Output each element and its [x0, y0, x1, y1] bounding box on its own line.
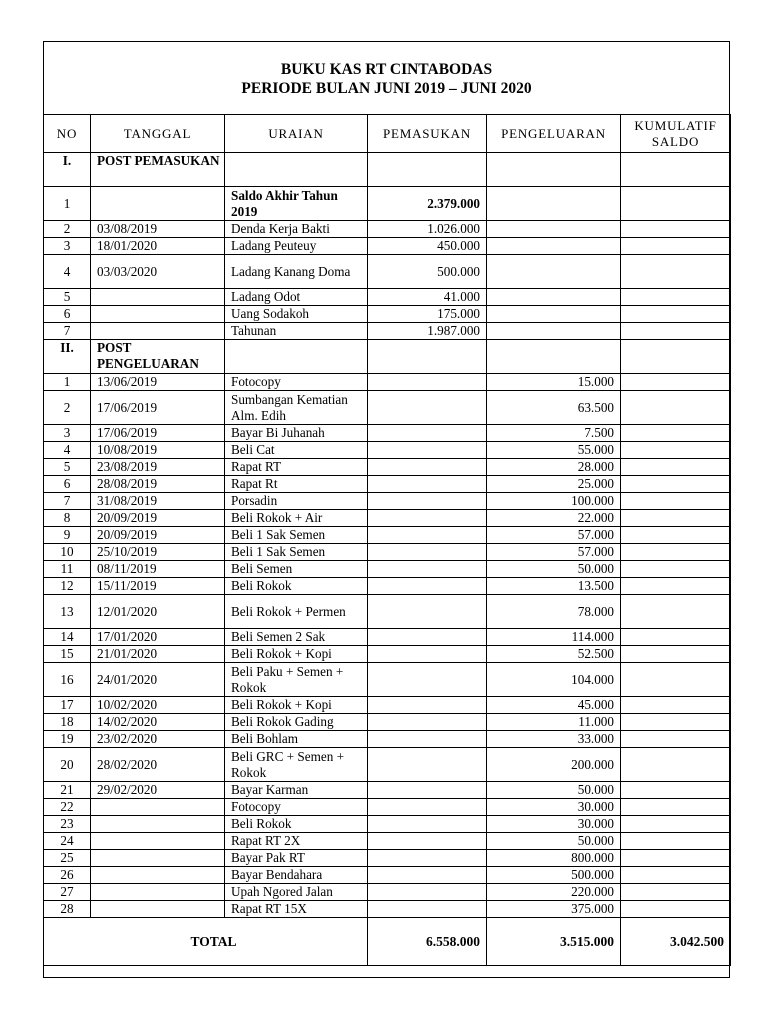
row-number: 4 — [44, 442, 91, 459]
table-row — [44, 255, 731, 289]
row-pemasukan — [368, 646, 487, 663]
row-uraian: Beli Cat — [225, 442, 368, 459]
row-kumulatif-saldo — [621, 714, 731, 731]
row-pemasukan — [368, 391, 487, 425]
row-pengeluaran: 57.000 — [487, 527, 621, 544]
table-row — [44, 306, 731, 323]
row-uraian: Beli Paku + Semen + Rokok — [225, 663, 368, 697]
row-number: 3 — [44, 238, 91, 255]
row-pengeluaran: 7.500 — [487, 425, 621, 442]
row-pengeluaran: 800.000 — [487, 850, 621, 867]
table-row — [44, 289, 731, 306]
section-header-row — [44, 153, 731, 187]
row-number: 10 — [44, 544, 91, 561]
section-pemasukan-empty — [368, 153, 487, 187]
row-pemasukan — [368, 493, 487, 510]
row-pemasukan: 500.000 — [368, 255, 487, 289]
row-pengeluaran: 13.500 — [487, 578, 621, 595]
row-kumulatif-saldo — [621, 901, 731, 918]
row-tanggal: 14/02/2020 — [91, 714, 225, 731]
row-uraian: Beli 1 Sak Semen — [225, 527, 368, 544]
row-pengeluaran: 78.000 — [487, 595, 621, 629]
row-pengeluaran: 25.000 — [487, 476, 621, 493]
row-uraian: Tahunan — [225, 323, 368, 340]
row-tanggal: 03/03/2020 — [91, 255, 225, 289]
row-pemasukan — [368, 510, 487, 527]
row-kumulatif-saldo — [621, 544, 731, 561]
row-pengeluaran: 200.000 — [487, 748, 621, 782]
row-pemasukan — [368, 476, 487, 493]
row-pemasukan — [368, 459, 487, 476]
table-row — [44, 578, 731, 595]
row-kumulatif-saldo — [621, 527, 731, 544]
row-kumulatif-saldo — [621, 595, 731, 629]
row-uraian: Bayar Pak RT — [225, 850, 368, 867]
row-pemasukan: 1.987.000 — [368, 323, 487, 340]
row-tanggal — [91, 187, 225, 221]
header-tanggal: TANGGAL — [91, 115, 225, 153]
row-pengeluaran: 104.000 — [487, 663, 621, 697]
row-kumulatif-saldo — [621, 782, 731, 799]
section-saldo-empty — [621, 153, 731, 187]
section-uraian-empty — [225, 340, 368, 374]
row-pengeluaran: 52.500 — [487, 646, 621, 663]
row-pemasukan — [368, 731, 487, 748]
row-pemasukan — [368, 714, 487, 731]
document-title — [44, 42, 729, 114]
row-number: 23 — [44, 816, 91, 833]
header-no: NO — [44, 115, 91, 153]
row-number: 7 — [44, 493, 91, 510]
row-uraian: Beli Rokok Gading — [225, 714, 368, 731]
title-line-1: BUKU KAS RT CINTABODAS — [280, 61, 493, 78]
row-uraian: Bayar Karman — [225, 782, 368, 799]
row-tanggal: 12/01/2020 — [91, 595, 225, 629]
row-tanggal: 24/01/2020 — [91, 663, 225, 697]
row-pengeluaran — [487, 323, 621, 340]
row-kumulatif-saldo — [621, 884, 731, 901]
row-tanggal — [91, 884, 225, 901]
table-row — [44, 799, 731, 816]
row-number: 16 — [44, 663, 91, 697]
row-pemasukan — [368, 374, 487, 391]
table-row — [44, 493, 731, 510]
row-tanggal: 23/02/2020 — [91, 731, 225, 748]
row-tanggal — [91, 306, 225, 323]
row-uraian: Rapat RT — [225, 459, 368, 476]
row-uraian: Beli 1 Sak Semen — [225, 544, 368, 561]
section-pemasukan-empty — [368, 340, 487, 374]
row-tanggal: 31/08/2019 — [91, 493, 225, 510]
row-tanggal — [91, 867, 225, 884]
row-number: 6 — [44, 476, 91, 493]
row-number: 3 — [44, 425, 91, 442]
row-number: 22 — [44, 799, 91, 816]
row-number: 20 — [44, 748, 91, 782]
row-tanggal: 17/06/2019 — [91, 425, 225, 442]
row-number: 7 — [44, 323, 91, 340]
row-number: 28 — [44, 901, 91, 918]
row-number: 1 — [44, 187, 91, 221]
row-uraian: Beli Rokok + Kopi — [225, 697, 368, 714]
row-number: 17 — [44, 697, 91, 714]
table-row — [44, 323, 731, 340]
cash-ledger-table — [43, 114, 731, 966]
row-pengeluaran: 28.000 — [487, 459, 621, 476]
row-pengeluaran: 45.000 — [487, 697, 621, 714]
table-row — [44, 782, 731, 799]
row-number: 4 — [44, 255, 91, 289]
row-pengeluaran: 30.000 — [487, 799, 621, 816]
row-tanggal: 20/09/2019 — [91, 510, 225, 527]
row-kumulatif-saldo — [621, 748, 731, 782]
row-kumulatif-saldo — [621, 663, 731, 697]
row-uraian: Bayar Bi Juhanah — [225, 425, 368, 442]
table-row — [44, 833, 731, 850]
row-tanggal — [91, 323, 225, 340]
row-pemasukan — [368, 901, 487, 918]
table-row — [44, 391, 731, 425]
table-row — [44, 425, 731, 442]
row-tanggal — [91, 850, 225, 867]
row-uraian: Porsadin — [225, 493, 368, 510]
row-pengeluaran: 375.000 — [487, 901, 621, 918]
row-pengeluaran — [487, 187, 621, 221]
table-row — [44, 663, 731, 697]
row-tanggal: 28/02/2020 — [91, 748, 225, 782]
row-pemasukan — [368, 884, 487, 901]
table-row — [44, 544, 731, 561]
row-pemasukan — [368, 748, 487, 782]
total-label: TOTAL — [44, 918, 368, 966]
row-pemasukan: 175.000 — [368, 306, 487, 323]
row-pemasukan: 450.000 — [368, 238, 487, 255]
row-uraian: Beli Rokok — [225, 578, 368, 595]
section-pengeluaran-empty — [487, 340, 621, 374]
row-pengeluaran: 63.500 — [487, 391, 621, 425]
row-tanggal: 20/09/2019 — [91, 527, 225, 544]
row-number: 19 — [44, 731, 91, 748]
row-pemasukan: 1.026.000 — [368, 221, 487, 238]
table-row — [44, 442, 731, 459]
row-uraian: Upah Ngored Jalan — [225, 884, 368, 901]
row-pemasukan: 41.000 — [368, 289, 487, 306]
row-uraian: Rapat RT 2X — [225, 833, 368, 850]
row-pengeluaran: 500.000 — [487, 867, 621, 884]
row-tanggal — [91, 833, 225, 850]
table-row — [44, 629, 731, 646]
row-pemasukan — [368, 697, 487, 714]
row-kumulatif-saldo — [621, 187, 731, 221]
row-uraian: Ladang Peuteuy — [225, 238, 368, 255]
row-number: 6 — [44, 306, 91, 323]
table-row — [44, 595, 731, 629]
row-pemasukan — [368, 850, 487, 867]
row-uraian: Rapat RT 15X — [225, 901, 368, 918]
row-uraian: Beli Semen 2 Sak — [225, 629, 368, 646]
row-pemasukan — [368, 833, 487, 850]
row-number: 21 — [44, 782, 91, 799]
header-pengeluaran: PENGELUARAN — [487, 115, 621, 153]
row-tanggal: 10/08/2019 — [91, 442, 225, 459]
row-pengeluaran — [487, 238, 621, 255]
total-pemasukan: 6.558.000 — [368, 918, 487, 966]
total-pengeluaran: 3.515.000 — [487, 918, 621, 966]
table-row — [44, 374, 731, 391]
section-label: POST PENGELUARAN — [91, 340, 225, 374]
row-pengeluaran — [487, 221, 621, 238]
row-kumulatif-saldo — [621, 510, 731, 527]
row-number: 2 — [44, 221, 91, 238]
row-number: 11 — [44, 561, 91, 578]
row-tanggal: 15/11/2019 — [91, 578, 225, 595]
row-uraian: Beli GRC + Semen + Rokok — [225, 748, 368, 782]
row-pemasukan — [368, 663, 487, 697]
row-kumulatif-saldo — [621, 374, 731, 391]
row-kumulatif-saldo — [621, 289, 731, 306]
section-saldo-empty — [621, 340, 731, 374]
row-number: 18 — [44, 714, 91, 731]
row-number: 25 — [44, 850, 91, 867]
row-number: 12 — [44, 578, 91, 595]
row-pengeluaran: 57.000 — [487, 544, 621, 561]
row-pengeluaran: 50.000 — [487, 561, 621, 578]
row-pengeluaran: 114.000 — [487, 629, 621, 646]
table-row — [44, 187, 731, 221]
row-kumulatif-saldo — [621, 833, 731, 850]
row-number: 8 — [44, 510, 91, 527]
row-kumulatif-saldo — [621, 646, 731, 663]
row-tanggal — [91, 901, 225, 918]
row-kumulatif-saldo — [621, 578, 731, 595]
row-kumulatif-saldo — [621, 629, 731, 646]
row-pemasukan — [368, 782, 487, 799]
row-pemasukan — [368, 629, 487, 646]
row-tanggal — [91, 799, 225, 816]
row-number: 27 — [44, 884, 91, 901]
section-label: POST PEMASUKAN — [91, 153, 225, 187]
row-uraian: Beli Semen — [225, 561, 368, 578]
row-kumulatif-saldo — [621, 816, 731, 833]
row-kumulatif-saldo — [621, 561, 731, 578]
header-row — [44, 115, 731, 153]
table-row — [44, 884, 731, 901]
row-number: 14 — [44, 629, 91, 646]
row-uraian: Uang Sodakoh — [225, 306, 368, 323]
row-number: 24 — [44, 833, 91, 850]
row-kumulatif-saldo — [621, 442, 731, 459]
row-number: 26 — [44, 867, 91, 884]
row-tanggal: 18/01/2020 — [91, 238, 225, 255]
row-uraian: Beli Rokok + Air — [225, 510, 368, 527]
row-tanggal: 17/01/2020 — [91, 629, 225, 646]
row-tanggal: 03/08/2019 — [91, 221, 225, 238]
section-pengeluaran-empty — [487, 153, 621, 187]
table-row — [44, 646, 731, 663]
row-uraian: Ladang Kanang Doma — [225, 255, 368, 289]
table-row — [44, 867, 731, 884]
row-kumulatif-saldo — [621, 731, 731, 748]
table-row — [44, 459, 731, 476]
row-pengeluaran: 15.000 — [487, 374, 621, 391]
row-pemasukan — [368, 425, 487, 442]
title-line-2: PERIODE BULAN JUNI 2019 – JUNI 2020 — [241, 80, 532, 97]
row-pemasukan — [368, 816, 487, 833]
row-pengeluaran: 33.000 — [487, 731, 621, 748]
row-uraian: Sumbangan Kematian Alm. Edih — [225, 391, 368, 425]
row-number: 5 — [44, 289, 91, 306]
row-tanggal: 21/01/2020 — [91, 646, 225, 663]
row-number: 13 — [44, 595, 91, 629]
row-uraian: Denda Kerja Bakti — [225, 221, 368, 238]
total-saldo: 3.042.500 — [621, 918, 731, 966]
row-pemasukan — [368, 561, 487, 578]
row-pemasukan — [368, 799, 487, 816]
row-pemasukan — [368, 578, 487, 595]
row-pengeluaran: 22.000 — [487, 510, 621, 527]
row-pengeluaran: 100.000 — [487, 493, 621, 510]
row-tanggal: 29/02/2020 — [91, 782, 225, 799]
row-uraian: Fotocopy — [225, 374, 368, 391]
row-tanggal: 08/11/2019 — [91, 561, 225, 578]
table-row — [44, 816, 731, 833]
table-row — [44, 561, 731, 578]
row-uraian: Rapat Rt — [225, 476, 368, 493]
row-kumulatif-saldo — [621, 323, 731, 340]
row-pengeluaran: 50.000 — [487, 782, 621, 799]
table-row — [44, 238, 731, 255]
row-tanggal: 28/08/2019 — [91, 476, 225, 493]
row-tanggal: 13/06/2019 — [91, 374, 225, 391]
section-number: I. — [44, 153, 91, 187]
table-row — [44, 748, 731, 782]
row-kumulatif-saldo — [621, 306, 731, 323]
row-pengeluaran — [487, 306, 621, 323]
row-uraian: Fotocopy — [225, 799, 368, 816]
row-kumulatif-saldo — [621, 799, 731, 816]
row-uraian: Beli Rokok + Permen — [225, 595, 368, 629]
row-pengeluaran: 50.000 — [487, 833, 621, 850]
row-number: 9 — [44, 527, 91, 544]
row-pengeluaran — [487, 289, 621, 306]
row-tanggal — [91, 289, 225, 306]
row-kumulatif-saldo — [621, 850, 731, 867]
row-tanggal: 10/02/2020 — [91, 697, 225, 714]
row-pemasukan — [368, 595, 487, 629]
row-tanggal: 25/10/2019 — [91, 544, 225, 561]
table-row — [44, 731, 731, 748]
row-uraian: Bayar Bendahara — [225, 867, 368, 884]
row-pemasukan: 2.379.000 — [368, 187, 487, 221]
row-pengeluaran: 220.000 — [487, 884, 621, 901]
section-number: II. — [44, 340, 91, 374]
row-pengeluaran: 30.000 — [487, 816, 621, 833]
row-number: 15 — [44, 646, 91, 663]
row-pengeluaran: 55.000 — [487, 442, 621, 459]
row-kumulatif-saldo — [621, 255, 731, 289]
row-kumulatif-saldo — [621, 221, 731, 238]
row-number: 2 — [44, 391, 91, 425]
row-uraian: Beli Rokok + Kopi — [225, 646, 368, 663]
row-number: 5 — [44, 459, 91, 476]
section-header-row — [44, 340, 731, 374]
table-row — [44, 697, 731, 714]
row-kumulatif-saldo — [621, 391, 731, 425]
row-uraian: Beli Bohlam — [225, 731, 368, 748]
header-kumulatif-saldo: KUMULATIF SALDO — [621, 115, 731, 153]
ledger-body — [44, 153, 731, 918]
total-row — [44, 918, 731, 966]
row-tanggal: 23/08/2019 — [91, 459, 225, 476]
table-row — [44, 510, 731, 527]
row-number: 1 — [44, 374, 91, 391]
row-kumulatif-saldo — [621, 493, 731, 510]
table-row — [44, 476, 731, 493]
header-pemasukan: PEMASUKAN — [368, 115, 487, 153]
row-pemasukan — [368, 544, 487, 561]
table-row — [44, 221, 731, 238]
row-kumulatif-saldo — [621, 476, 731, 493]
row-pengeluaran: 11.000 — [487, 714, 621, 731]
section-uraian-empty — [225, 153, 368, 187]
row-kumulatif-saldo — [621, 697, 731, 714]
row-tanggal — [91, 816, 225, 833]
row-uraian: Beli Rokok — [225, 816, 368, 833]
row-tanggal: 17/06/2019 — [91, 391, 225, 425]
table-row — [44, 850, 731, 867]
row-pemasukan — [368, 527, 487, 544]
table-row — [44, 527, 731, 544]
row-pemasukan — [368, 442, 487, 459]
row-kumulatif-saldo — [621, 425, 731, 442]
row-kumulatif-saldo — [621, 867, 731, 884]
table-row — [44, 901, 731, 918]
row-uraian: Ladang Odot — [225, 289, 368, 306]
row-pengeluaran — [487, 255, 621, 289]
row-kumulatif-saldo — [621, 459, 731, 476]
row-kumulatif-saldo — [621, 238, 731, 255]
header-uraian: URAIAN — [225, 115, 368, 153]
cash-book-document — [43, 41, 730, 978]
row-uraian: Saldo Akhir Tahun 2019 — [225, 187, 368, 221]
table-row — [44, 714, 731, 731]
row-pemasukan — [368, 867, 487, 884]
